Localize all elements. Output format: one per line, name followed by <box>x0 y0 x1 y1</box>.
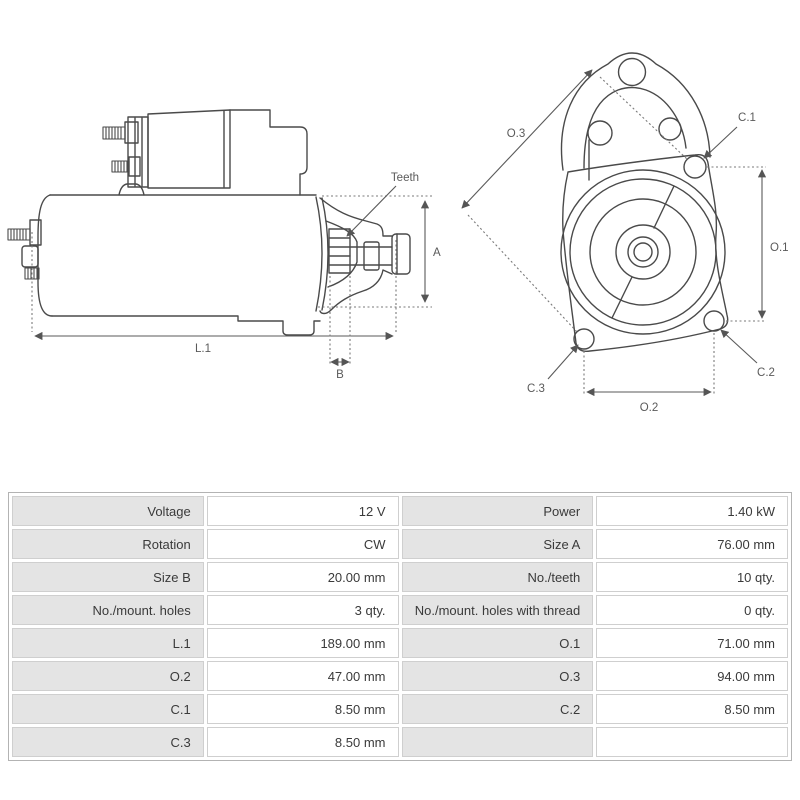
side-view-drawing <box>8 110 410 335</box>
spec-label: O.2 <box>12 661 204 691</box>
spec-table <box>8 492 792 761</box>
dim-label-o3: O.3 <box>506 128 526 140</box>
dim-label-a: A <box>433 247 441 259</box>
front-view-drawing <box>561 53 728 351</box>
dim-label-o2: O.2 <box>639 402 659 414</box>
spec-label: O.3 <box>402 661 594 691</box>
dim-label-b: B <box>336 369 344 381</box>
spec-value: 3 qty. <box>207 595 399 625</box>
table-row <box>12 496 788 526</box>
solenoid-mount-bumps <box>119 184 144 195</box>
bearing-circles <box>561 170 725 334</box>
spec-value: 12 V <box>207 496 399 526</box>
table-row <box>12 595 788 625</box>
dim-label-c3: C.3 <box>527 383 545 395</box>
motor-body <box>38 195 320 335</box>
dim-label-l1: L.1 <box>195 343 211 355</box>
spec-value <box>596 727 788 757</box>
table-row <box>12 727 788 757</box>
front-view-dimensions <box>462 70 766 396</box>
spec-label: No./mount. holes <box>12 595 204 625</box>
mounting-flange <box>563 155 728 352</box>
spec-value: 71.00 mm <box>596 628 788 658</box>
mounting-bell <box>562 53 710 180</box>
spec-value: 1.40 kW <box>596 496 788 526</box>
table-row <box>12 661 788 691</box>
dim-label-c1: C.1 <box>738 112 756 124</box>
spec-label: C.3 <box>12 727 204 757</box>
spec-label: No./teeth <box>402 562 594 592</box>
front-view-labels <box>507 112 789 414</box>
spec-value: 0 qty. <box>596 595 788 625</box>
spec-value: 94.00 mm <box>596 661 788 691</box>
spec-value: 76.00 mm <box>596 529 788 559</box>
drive-bracket-top <box>230 110 307 195</box>
table-row <box>12 562 788 592</box>
table-row <box>12 628 788 658</box>
dim-label-o1: O.1 <box>770 242 789 254</box>
spec-label: O.1 <box>402 628 594 658</box>
rear-terminal <box>8 220 41 279</box>
solenoid <box>128 110 230 188</box>
spec-value: 20.00 mm <box>207 562 399 592</box>
drive-end-collar <box>316 197 328 311</box>
dim-label-c2: C.2 <box>757 367 775 379</box>
spec-label: C.2 <box>402 694 594 724</box>
table-row <box>12 529 788 559</box>
teeth-label: Teeth <box>390 172 420 184</box>
spec-value: CW <box>207 529 399 559</box>
spec-value: 8.50 mm <box>596 694 788 724</box>
spec-value: 8.50 mm <box>207 727 399 757</box>
spec-label: Rotation <box>12 529 204 559</box>
spec-label: Size B <box>12 562 204 592</box>
spec-label: L.1 <box>12 628 204 658</box>
spec-value: 47.00 mm <box>207 661 399 691</box>
spec-value: 8.50 mm <box>207 694 399 724</box>
table-row <box>12 694 788 724</box>
spec-label: Voltage <box>12 496 204 526</box>
spec-label: Size A <box>402 529 594 559</box>
spec-value: 189.00 mm <box>207 628 399 658</box>
spec-value: 10 qty. <box>596 562 788 592</box>
spec-label: Power <box>402 496 594 526</box>
spec-label <box>402 727 594 757</box>
side-view-dimensions <box>32 186 432 366</box>
spec-label: C.1 <box>12 694 204 724</box>
spec-label: No./mount. holes with thread <box>402 595 594 625</box>
